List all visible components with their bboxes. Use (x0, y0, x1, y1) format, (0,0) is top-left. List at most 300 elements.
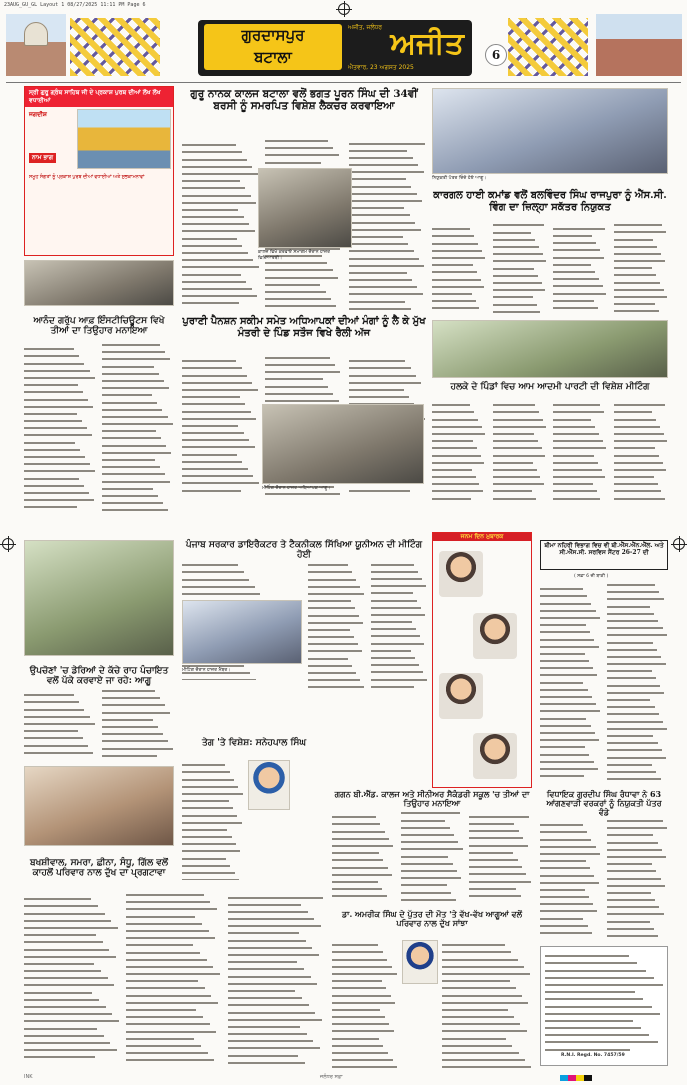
greeked-line (371, 595, 417, 601)
greeked-line (102, 433, 161, 439)
greeked-line (24, 402, 93, 408)
greeked-line (614, 306, 659, 312)
greeked-line (126, 976, 198, 982)
greeked-line (607, 680, 660, 686)
greeked-line (265, 150, 338, 156)
greeked-line (349, 356, 405, 362)
greeked-line (228, 950, 319, 956)
greeked-line (228, 928, 299, 934)
kargil-body-text (432, 224, 668, 314)
greeked-line (540, 606, 596, 612)
greeked-line (432, 458, 484, 464)
deras-body-text (24, 690, 174, 760)
logo-city-block (204, 24, 342, 70)
greeked-line (540, 685, 588, 691)
greeked-line (102, 405, 162, 411)
greeked-line (308, 632, 354, 638)
greeked-line (102, 715, 153, 721)
greeked-line (540, 642, 599, 648)
greeked-line (24, 937, 103, 943)
greeked-line (182, 399, 245, 405)
greeked-line (401, 830, 454, 836)
greeked-line (553, 260, 591, 266)
greeked-line (332, 1062, 397, 1068)
greeked-line (24, 488, 89, 494)
greeked-line (332, 1026, 394, 1032)
greeked-line (401, 895, 456, 901)
religious-greeting-ad (24, 86, 174, 256)
greeked-line (265, 143, 333, 149)
greeked-line (102, 440, 166, 446)
greeked-line (493, 472, 541, 478)
greeked-line (24, 373, 95, 379)
child-photo (473, 613, 517, 659)
greeked-line (24, 380, 78, 386)
greeked-line (607, 637, 653, 643)
greeked-line (182, 183, 245, 189)
portrait-photo (248, 760, 290, 810)
imprint-box (540, 946, 668, 1066)
greeked-line (126, 998, 218, 1004)
greeked-line (24, 1045, 117, 1051)
greeked-line (442, 1026, 527, 1032)
greeked-line (332, 940, 378, 946)
greeked-line (332, 848, 379, 854)
greeked-line (332, 1019, 389, 1025)
lead-headline: ਗੁਰੂ ਨਾਨਕ ਕਾਲਜ ਬਟਾਲਾ ਵਲੋਂ ਭਗਤ ਪੂਰਨ ਸਿੰਘ ਦੀ 34ਵੀਂ ਬਰਸੀ ਨੂੰ ਸਮਰਪਿਤ ਵਿਸ਼ੇਸ਼ ਲੈਕਚਰ ਕਰਵਾਇਆ (190, 88, 418, 113)
pensioners-caption: ਮੀਟਿੰਗ ਦੌਰਾਨ ਹਾਜ਼ਰ ਅਧਿਆਪਕ ਆਗੂ। (262, 486, 331, 491)
greeked-line (540, 749, 589, 755)
greeked-line (540, 656, 589, 662)
greeked-line (442, 1062, 531, 1068)
greeked-line (182, 219, 249, 225)
greeked-line (442, 1048, 519, 1054)
amarjit-body-left (332, 940, 398, 1070)
greeked-line (607, 731, 653, 737)
greeked-line (493, 292, 533, 298)
greeked-line (182, 868, 235, 874)
greeked-line (182, 574, 249, 580)
greeked-line (545, 987, 635, 993)
technical-caption: ਮੀਟਿੰਗ ਦੌਰਾਨ ਹਾਜ਼ਰ ਮੈਂਬਰ। (182, 668, 231, 673)
deras-headline: ਉਪਚੋਣਾਂ 'ਚ ਡੇਰਿਆਂ ਦੇ ਕੱਚੇ ਰਾਹ ਪੰਚਾਇਤ ਵਲੋਂ ਪੱਕੇ ਕਰਵਾਏ ਜਾ ਰਹੇ: ਆਗੂ (29, 666, 169, 687)
greeked-line (540, 892, 589, 898)
greeked-line (442, 954, 518, 960)
greeked-line (24, 966, 101, 972)
greeked-line (24, 466, 95, 472)
greeked-line (540, 842, 596, 848)
greeked-line (102, 455, 155, 461)
birthday-box (432, 532, 532, 788)
greeked-line (545, 1009, 660, 1015)
greeked-line (545, 958, 637, 964)
greeked-line (442, 976, 510, 982)
greeked-line (228, 900, 301, 906)
greeked-line (614, 443, 655, 449)
greeked-line (371, 638, 424, 644)
left-group-photo (24, 260, 174, 306)
greeked-line (469, 848, 513, 854)
greeked-line (371, 574, 422, 580)
greeked-line (24, 740, 88, 746)
greeked-line (432, 414, 478, 420)
technical-body-right (308, 560, 428, 690)
greeked-line (607, 702, 655, 708)
greeked-line (349, 210, 410, 216)
greeked-line (102, 693, 160, 699)
greeked-line (308, 668, 356, 674)
greeked-line (442, 983, 516, 989)
greeked-line (126, 990, 211, 996)
greeked-line (432, 493, 471, 499)
notice-body-text (540, 584, 668, 784)
classroom-photo (258, 168, 352, 248)
greeked-line (182, 457, 242, 463)
greeked-line (371, 624, 416, 630)
color-swatches (560, 1075, 592, 1083)
greeked-line (442, 998, 528, 1004)
greeked-line (553, 400, 600, 406)
notice-box (540, 540, 668, 570)
greeked-line (332, 947, 383, 953)
greeked-line (182, 478, 259, 484)
greeked-line (545, 1030, 649, 1036)
greeked-line (349, 146, 408, 152)
masthead-pattern-left (70, 18, 160, 76)
greeked-line (24, 980, 114, 986)
greeked-line (614, 292, 668, 298)
greeked-line (24, 459, 90, 465)
greeked-line (332, 1069, 382, 1070)
greeked-line (265, 367, 340, 373)
greeked-line (401, 823, 450, 829)
greeked-line (265, 294, 331, 300)
greeked-line (308, 653, 348, 659)
greeked-line (540, 834, 591, 840)
greeked-line (614, 242, 658, 248)
greeked-line (102, 426, 156, 432)
greeked-line (540, 827, 587, 833)
notice-headline: ਬੀਮਾ ਨਹਿਰੀ ਵਿਭਾਗ ਵਿਚ ਵੀ ਬੀ.ਐੱਸ.ਐੱਨ.ਐੱਲ. ਅਤੇ ਸੀ.ਐੱਸ.ਸੀ. ਸਰਵਿਸ ਸੈਂਟਰ 26-27 ਦੀ (544, 542, 664, 556)
greeked-line (607, 630, 667, 636)
greeked-line (432, 303, 479, 309)
greeked-line (102, 700, 165, 706)
ad-body: ਸਮੂਹ ਸੰਗਤਾਂ ਨੂੰ ਪ੍ਰਕਾਸ਼ ਪੁਰਬ ਦੀਆਂ ਵਧਾਈਆਂ ਅਤੇ ਸੁਭਕਾਮਨਾਵਾਂ (29, 175, 145, 180)
greeked-line (607, 902, 659, 908)
greeked-line (102, 707, 170, 713)
greeked-line (614, 465, 667, 471)
greeked-line (540, 663, 593, 669)
greeked-line (493, 285, 546, 291)
greeked-line (607, 823, 667, 829)
greeked-line (182, 832, 232, 838)
greeked-line (228, 986, 295, 992)
greeked-line (442, 940, 505, 946)
greeked-line (553, 493, 600, 499)
union-meeting-photo (182, 600, 302, 664)
greeked-line (265, 374, 322, 380)
greeked-line (126, 919, 202, 925)
greeked-line (265, 396, 338, 402)
greeked-line (553, 296, 594, 302)
greeked-line (182, 356, 236, 362)
greeked-line (332, 841, 393, 847)
imprint-number: R.N.I. Regd. No. 7457/59 (561, 1053, 625, 1058)
greeked-line (24, 1016, 119, 1022)
greeked-line (540, 677, 583, 683)
golden-temple-image (77, 109, 171, 169)
greeked-line (24, 923, 118, 929)
greeked-line (607, 760, 652, 766)
greeked-line (371, 682, 414, 688)
greeked-line (540, 735, 599, 741)
greeked-line (228, 935, 306, 941)
greeked-line (371, 660, 419, 666)
greeked-line (540, 584, 583, 590)
greeked-line (182, 385, 258, 391)
greeked-line (371, 617, 412, 623)
greeked-line (265, 265, 332, 271)
greeked-line (371, 674, 427, 680)
greeked-line (126, 1012, 203, 1018)
greeked-line (349, 253, 419, 259)
greeked-line (540, 728, 595, 734)
greeked-line (553, 303, 598, 309)
greeked-line (493, 450, 546, 456)
greeked-line (540, 870, 594, 876)
greeked-line (493, 436, 538, 442)
greeked-line (493, 400, 536, 406)
greeked-line (182, 392, 240, 398)
masthead-pattern-right (508, 18, 588, 76)
greeked-line (182, 810, 237, 816)
greeked-line (228, 1058, 305, 1064)
greeked-line (614, 277, 660, 283)
greeked-line (228, 993, 302, 999)
greeked-line (442, 947, 511, 953)
aap-body-text (432, 400, 668, 500)
greeked-line (126, 1005, 196, 1011)
greeked-line (349, 196, 422, 202)
greeked-line (469, 840, 527, 846)
greeked-line (182, 567, 244, 573)
greeked-line (442, 1019, 520, 1025)
greeked-line (349, 246, 414, 252)
greeked-line (265, 389, 333, 395)
greeked-line (349, 392, 409, 398)
greeked-line (553, 472, 605, 478)
greeked-line (182, 414, 256, 420)
greeked-line (493, 458, 533, 464)
greeked-line (401, 859, 453, 865)
greeked-line (349, 153, 413, 159)
greeked-line (126, 955, 207, 961)
greeked-line (332, 870, 392, 876)
technical-headline: ਪੰਜਾਬ ਸਰਕਾਰ ਡਾਇਰੈਕਟਰ ਤੇ ਟੈਕਨੀਕਲ ਸਿੱਖਿਆ ਯੂਨੀਅਨ ਦੀ ਮੀਟਿੰਗ ਹੋਈ (185, 540, 423, 561)
greeked-line (469, 826, 518, 832)
greeked-line (371, 567, 418, 573)
greeked-line (126, 1048, 208, 1054)
greeked-line (332, 877, 378, 883)
mla-body-text (540, 820, 668, 940)
greeked-line (553, 458, 598, 464)
greeked-line (228, 921, 321, 927)
greeked-line (607, 852, 666, 858)
greeked-line (228, 1015, 322, 1021)
greeked-line (182, 269, 241, 275)
greeked-line (540, 885, 585, 891)
greeked-line (349, 289, 423, 295)
greeked-line (401, 837, 459, 843)
greeked-line (607, 774, 661, 780)
greeked-line (182, 284, 252, 290)
greeked-line (442, 1055, 525, 1061)
greeked-line (126, 933, 215, 939)
greeked-line (182, 205, 238, 211)
greeked-line (607, 695, 650, 701)
greeked-line (24, 901, 98, 907)
greeked-line (493, 256, 547, 262)
greeked-line (614, 479, 658, 485)
greeked-line (432, 282, 484, 288)
greeked-line (308, 582, 360, 588)
greeked-line (332, 819, 380, 825)
greeked-line (607, 745, 662, 751)
amarjit-headline: ਡਾ. ਅਮਰੀਕ ਸਿੰਘ ਦੇ ਪੁੱਤਰ ਦੀ ਮੌਤ 'ਤੇ ਵੱਖ-ਵੱਖ ਆਗੂਆਂ ਵਲੋਂ ਪਰਿਵਾਰ ਨਾਲ ਦੁੱਖ ਸਾਂਝਾ (341, 909, 523, 929)
greeked-line (401, 880, 447, 886)
greeked-line (102, 484, 153, 490)
greeked-line (24, 502, 77, 508)
greeked-line (228, 1029, 307, 1035)
greeked-line (607, 716, 663, 722)
greeked-line (182, 162, 252, 168)
masthead-photo-left (6, 14, 66, 76)
greeked-line (553, 245, 600, 251)
greeked-line (182, 589, 260, 595)
greeked-line (432, 479, 479, 485)
greeked-line (182, 760, 225, 766)
greeked-line (24, 473, 79, 479)
greeked-line (332, 983, 386, 989)
greeked-line (553, 450, 594, 456)
greeked-line (540, 598, 591, 604)
greeked-line (614, 270, 657, 276)
greeked-line (540, 757, 594, 763)
greeked-line (102, 448, 171, 454)
amarjit-body-right (442, 940, 532, 1070)
greeked-line (182, 255, 253, 261)
greeked-line (540, 906, 597, 912)
greeked-line (540, 913, 583, 919)
greeked-line (24, 437, 75, 443)
greeked-line (182, 818, 242, 824)
greeked-line (371, 603, 421, 609)
greeked-line (182, 378, 252, 384)
greeked-line (24, 1038, 110, 1044)
greeked-line (182, 262, 259, 268)
greeked-line (493, 414, 543, 420)
greeked-line (308, 589, 364, 595)
greeked-line (540, 899, 593, 905)
mla-headline: ਵਿਧਾਇਕ ਗੁਰਦੀਪ ਸਿੰਘ ਰੰਧਾਵਾ ਨੇ 63 ਆਂਗਣਵਾੜੀ ਵਰਕਰਾਂ ਨੂੰ ਨਿਯੁਕਤੀ ਪੱਤਰ ਵੰਡੇ (546, 789, 662, 818)
greeked-line (228, 1007, 315, 1013)
greeked-line (540, 620, 586, 626)
greeked-line (432, 267, 477, 273)
greeked-line (24, 959, 94, 965)
greeked-line (24, 1031, 104, 1037)
greeked-line (614, 256, 665, 262)
greeked-line (308, 567, 352, 573)
greeked-line (469, 869, 526, 875)
greeked-line (24, 423, 87, 429)
ad-subtitle: ਜਗਦੀਸ਼ (29, 111, 47, 118)
greeked-line (182, 846, 240, 852)
greeked-line (24, 916, 111, 922)
portrait-photo (402, 940, 438, 984)
greeked-line (349, 181, 412, 187)
greeked-line (553, 231, 592, 237)
greeked-line (469, 833, 523, 839)
greeked-line (540, 928, 592, 934)
greeked-line (371, 588, 413, 594)
greeked-line (553, 422, 595, 428)
greeked-line (126, 1026, 216, 1032)
greeked-line (540, 706, 600, 712)
greeked-line (24, 358, 84, 364)
greeked-line (102, 729, 163, 735)
greeked-line (265, 381, 328, 387)
greeked-line (102, 397, 157, 403)
greeked-line (607, 666, 652, 672)
greeked-line (126, 983, 205, 989)
tej-headline: ਤੇਗ 'ਤੇ ਵਿਸ਼ੇਸ਼: ਸਨੇਹਪਾਲ ਸਿੰਘ (201, 738, 307, 748)
greeked-line (102, 383, 169, 389)
greeked-line (182, 767, 230, 773)
greeked-line (102, 361, 154, 367)
greeked-line (24, 726, 78, 732)
greeked-line (469, 884, 516, 890)
greeked-line (493, 263, 534, 269)
greeked-line (469, 876, 530, 882)
greeked-line (553, 281, 603, 287)
greeked-line (182, 421, 238, 427)
greeked-line (102, 354, 170, 360)
greeked-line (182, 803, 233, 809)
greeked-line (308, 618, 363, 624)
greeked-line (332, 1005, 380, 1011)
greeked-line (349, 160, 419, 166)
greeked-line (432, 260, 473, 266)
greeked-line (265, 301, 336, 307)
greeked-line (371, 646, 411, 652)
greeked-line (540, 613, 600, 619)
greeked-line (24, 351, 79, 357)
greeked-line (308, 596, 351, 602)
greeked-line (432, 253, 485, 259)
greeked-line (553, 486, 597, 492)
greeked-line (469, 855, 517, 861)
greeked-line (182, 212, 244, 218)
greeked-line (332, 1055, 393, 1061)
greeked-line (607, 594, 664, 600)
greeked-line (24, 495, 94, 501)
greeked-line (401, 815, 445, 821)
greeked-line (540, 878, 599, 884)
greeked-line (24, 1009, 112, 1015)
greeked-line (332, 1048, 388, 1054)
greeked-line (102, 376, 164, 382)
greeked-line (442, 969, 530, 975)
